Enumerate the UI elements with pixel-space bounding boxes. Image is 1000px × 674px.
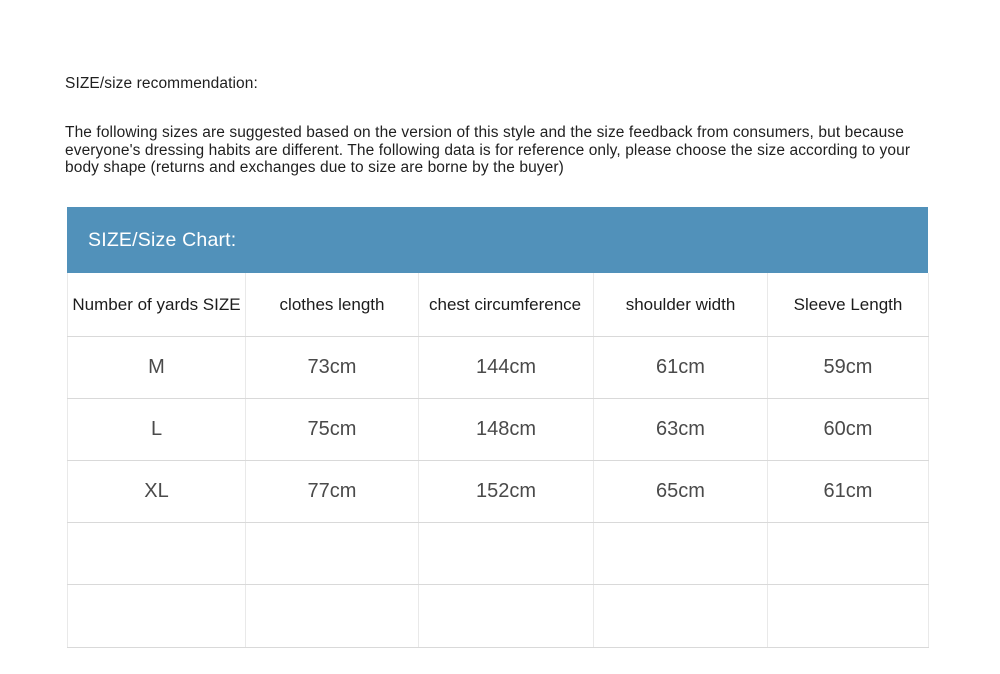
column-header-sleeve-length: Sleeve Length: [768, 273, 929, 337]
cell-size: XL: [68, 461, 246, 523]
empty-cell: [246, 585, 419, 648]
size-row-m: [68, 337, 929, 399]
column-header-chest-circumference: chest circumference: [419, 273, 594, 337]
size-chart-title: SIZE/Size Chart:: [88, 228, 237, 251]
cell-sleeve-length: 59cm: [768, 337, 929, 399]
cell-shoulder-width: 65cm: [594, 461, 768, 523]
empty-cell: [594, 523, 768, 585]
size-row-xl: [68, 461, 929, 523]
empty-cell: [419, 585, 594, 648]
column-header-size: Number of yards SIZE: [68, 273, 246, 337]
cell-clothes-length: 77cm: [246, 461, 419, 523]
size-chart-title-bar: [67, 207, 928, 273]
empty-cell: [68, 585, 246, 648]
empty-cell: [768, 523, 929, 585]
size-recommendation-paragraph: The following sizes are suggested based on the version of this style and the size feedback from consumers, but because everyone's dressing habits are different. The following data is for reference only, please choose the size according to your body shape (returns and exchanges due to size are borne by the buyer): [65, 124, 911, 176]
size-recommendation-heading: SIZE/size recommendation:: [65, 75, 258, 92]
cell-size: M: [68, 337, 246, 399]
cell-sleeve-length: 60cm: [768, 399, 929, 461]
empty-cell: [419, 523, 594, 585]
empty-cell: [594, 585, 768, 648]
cell-chest-circumference: 152cm: [419, 461, 594, 523]
cell-shoulder-width: 61cm: [594, 337, 768, 399]
empty-row: [68, 523, 929, 585]
size-chart-table: [67, 273, 929, 648]
cell-chest-circumference: 148cm: [419, 399, 594, 461]
cell-size: L: [68, 399, 246, 461]
column-header-clothes-length: clothes length: [246, 273, 419, 337]
empty-row: [68, 585, 929, 648]
table-header-row: [68, 273, 929, 337]
size-chart-section: [67, 207, 928, 648]
cell-clothes-length: 73cm: [246, 337, 419, 399]
empty-cell: [68, 523, 246, 585]
cell-shoulder-width: 63cm: [594, 399, 768, 461]
cell-sleeve-length: 61cm: [768, 461, 929, 523]
empty-cell: [768, 585, 929, 648]
cell-clothes-length: 75cm: [246, 399, 419, 461]
empty-cell: [246, 523, 419, 585]
column-header-shoulder-width: shoulder width: [594, 273, 768, 337]
cell-chest-circumference: 144cm: [419, 337, 594, 399]
size-row-l: [68, 399, 929, 461]
